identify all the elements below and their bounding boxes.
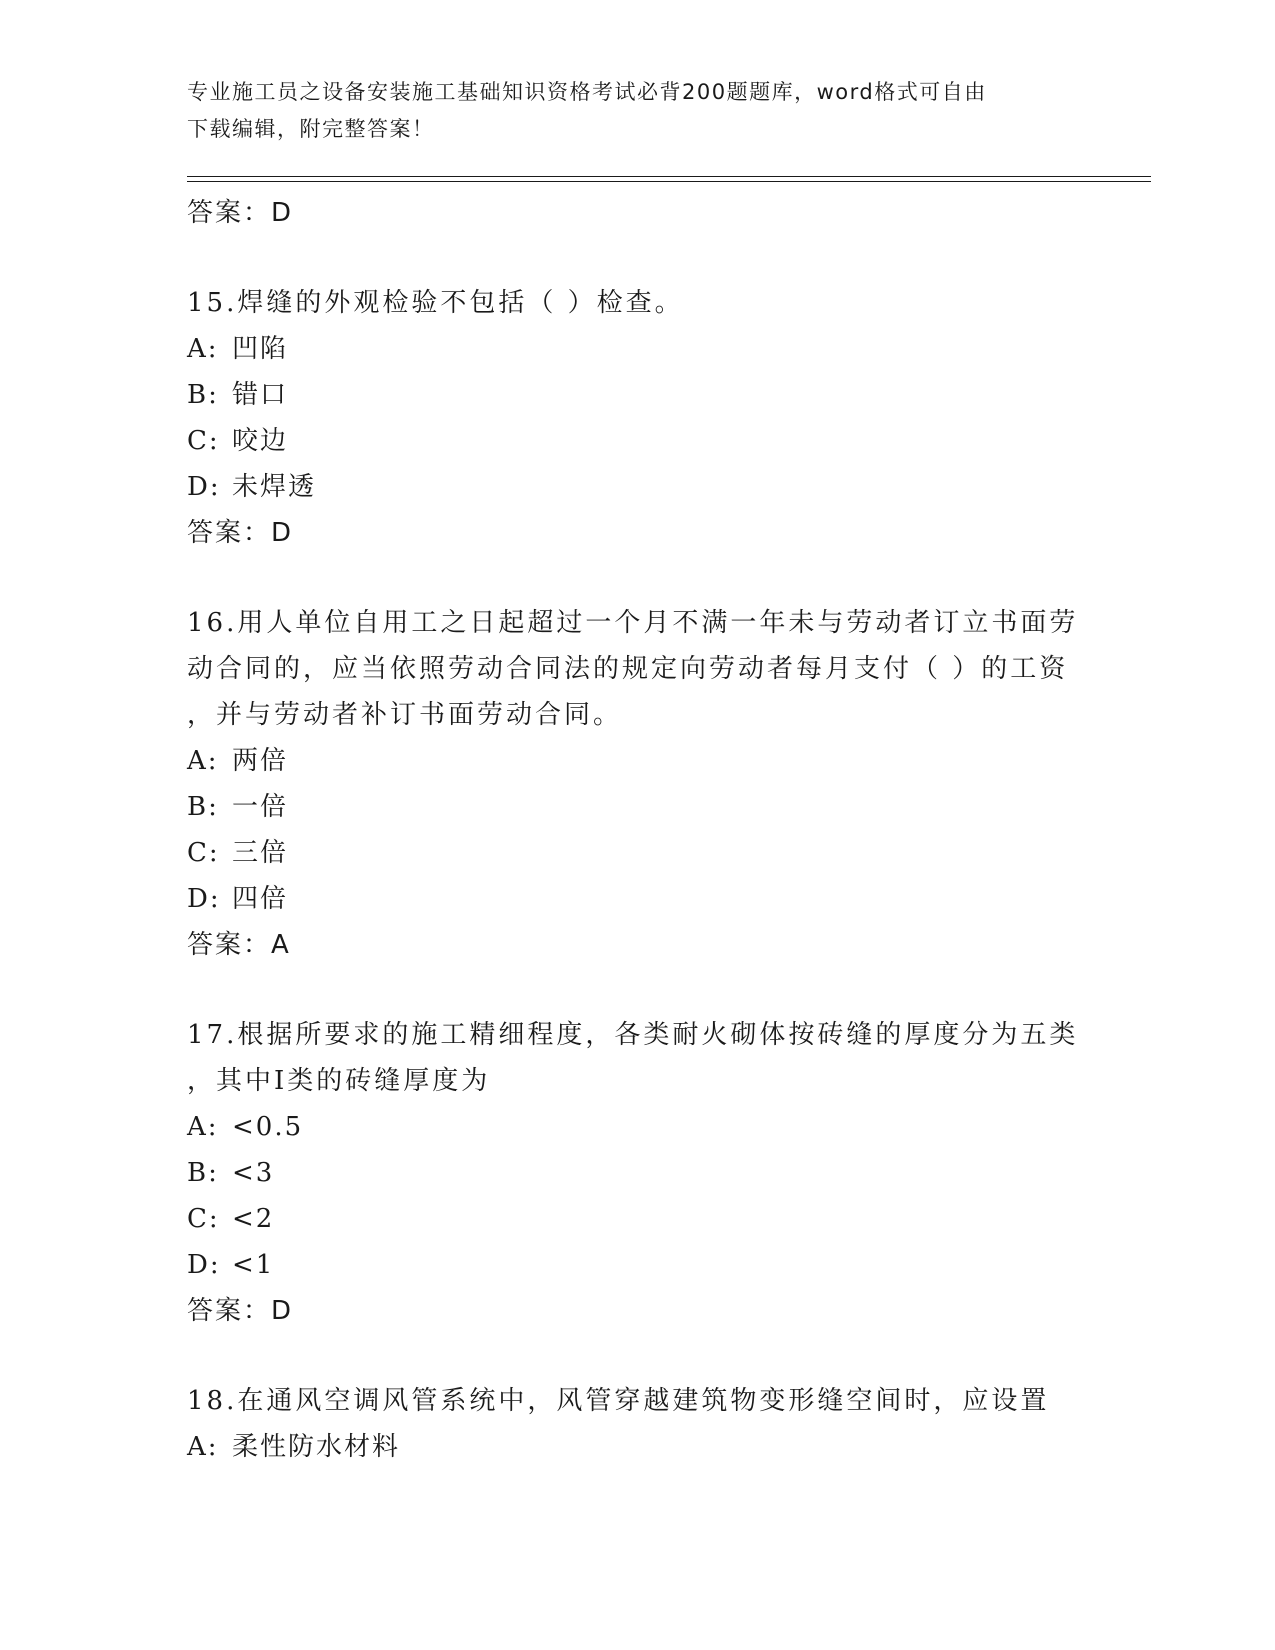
- option-label: C:: [187, 1204, 220, 1234]
- option-text: <2: [232, 1204, 275, 1234]
- question-text: 动合同的，应当依照劳动合同法的规定向劳动者每月支付（ ）的工资: [187, 654, 1069, 684]
- option-d: [187, 464, 1087, 510]
- option-text: 未焊透: [232, 472, 317, 502]
- option-label: A:: [187, 746, 219, 776]
- option-a: [187, 1424, 1087, 1470]
- answer-line: 答案：D: [187, 518, 294, 548]
- option-a: [187, 1104, 1087, 1150]
- option-label: B:: [187, 792, 219, 822]
- question-text: 16.用人单位自用工之日起超过一个月不满一年未与劳动者订立书面劳: [187, 608, 1079, 638]
- question-17: [187, 1012, 1087, 1334]
- option-label: C:: [187, 838, 220, 868]
- option-a: [187, 738, 1087, 784]
- answer-line: 答案：D: [187, 198, 294, 228]
- question-text: 15.焊缝的外观检验不包括（ ）检查。: [187, 288, 684, 318]
- header-rule-top: [187, 176, 1151, 177]
- option-text: 凹陷: [232, 334, 289, 364]
- option-text: 两倍: [232, 746, 289, 776]
- option-text: 咬边: [232, 426, 289, 456]
- question-text: 17.根据所要求的施工精细程度，各类耐火砌体按砖缝的厚度分为五类: [187, 1020, 1079, 1050]
- option-label: C:: [187, 426, 220, 456]
- option-text: 柔性防水材料: [232, 1432, 401, 1462]
- option-b: [187, 784, 1087, 830]
- header-rule-bottom: [187, 181, 1151, 182]
- option-label: B:: [187, 380, 219, 410]
- option-label: A:: [187, 1432, 219, 1462]
- option-label: D:: [187, 1250, 221, 1280]
- option-a: [187, 326, 1087, 372]
- option-text: 一倍: [232, 792, 289, 822]
- option-c: [187, 418, 1087, 464]
- header-line-1: 专业施工员之设备安装施工基础知识资格考试必背200题题库，word格式可自由: [187, 80, 987, 104]
- option-text: <1: [232, 1250, 275, 1280]
- option-label: A:: [187, 334, 219, 364]
- option-text: <3: [232, 1158, 275, 1188]
- question-18: [187, 1378, 1087, 1470]
- question-text: 18.在通风空调风管系统中，风管穿越建筑物变形缝空间时，应设置: [187, 1386, 1050, 1416]
- answer-line: 答案：D: [187, 1296, 294, 1326]
- question-text: ，并与劳动者补订书面劳动合同。: [187, 700, 623, 730]
- option-label: D:: [187, 472, 221, 502]
- question-16: [187, 600, 1087, 968]
- question-text: ，其中Ⅰ类的砖缝厚度为: [187, 1066, 491, 1096]
- option-label: B:: [187, 1158, 219, 1188]
- option-label: A:: [187, 1112, 219, 1142]
- option-text: 三倍: [232, 838, 289, 868]
- option-c: [187, 1196, 1087, 1242]
- option-label: D:: [187, 884, 221, 914]
- option-text: 四倍: [232, 884, 289, 914]
- answer-line: 答案：A: [187, 930, 291, 960]
- header-line-2: 下载编辑，附完整答案！: [187, 117, 435, 141]
- option-d: [187, 876, 1087, 922]
- option-text: 错口: [232, 380, 289, 410]
- option-text: <0.5: [232, 1112, 304, 1142]
- option-b: [187, 1150, 1087, 1196]
- option-b: [187, 372, 1087, 418]
- option-c: [187, 830, 1087, 876]
- question-15: [187, 280, 1087, 556]
- document-header: [187, 74, 1087, 148]
- option-d: [187, 1242, 1087, 1288]
- document-body: [187, 190, 1087, 1470]
